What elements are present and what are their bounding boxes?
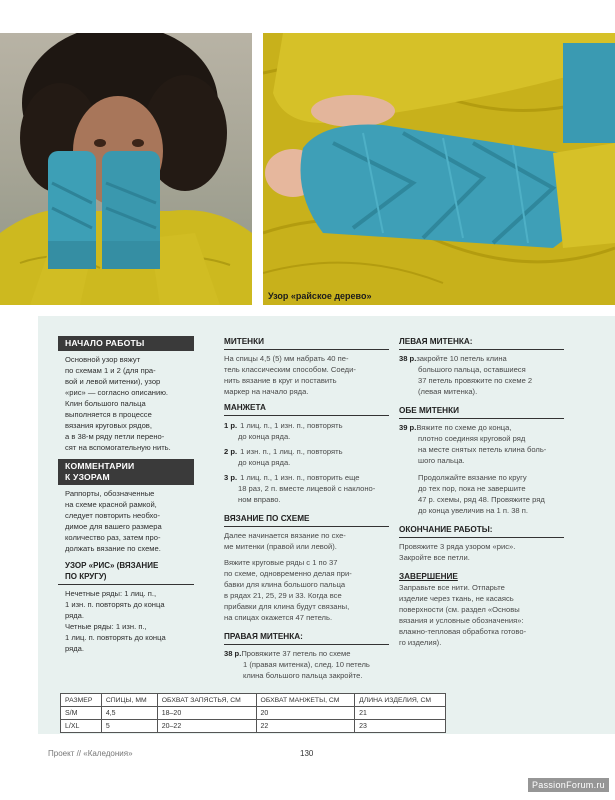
- text-line: плотно соединяя круговой ряд: [418, 434, 526, 443]
- text-line: следует повторить необхо-: [65, 511, 161, 520]
- text-line: Заправьте все нити. Отпарьте: [399, 583, 505, 592]
- table-cell: 5: [101, 720, 157, 733]
- text-line: до конца увеличив на 1 п. 38 п.: [418, 506, 528, 515]
- text-line: Четные ряды: 1 изн. п.,: [65, 622, 147, 631]
- row-label: 3 р.: [224, 473, 238, 482]
- finish-text: [399, 541, 564, 563]
- text-line: ном вправо.: [238, 495, 281, 504]
- text-line: клина большого пальца закройте.: [243, 671, 363, 680]
- text-line: шого пальца.: [418, 456, 465, 465]
- continue-text: [399, 472, 564, 516]
- completion-text: [399, 582, 564, 648]
- rice-heading: [58, 560, 194, 582]
- table-cell: 22: [256, 720, 355, 733]
- text-line: Провяжите 3 ряда узором «рис».: [399, 542, 516, 551]
- text-line: На спицы 4,5 (5) мм набрать 40 пе-: [224, 354, 349, 363]
- text-line: большого пальца, оставшиеся: [418, 365, 526, 374]
- text-line: сят на вспомогательную нить.: [65, 443, 171, 452]
- text-line: выполняется в процессе: [65, 410, 152, 419]
- row-label: 39 р.: [399, 423, 417, 432]
- text-line: димое для вашего размера: [65, 522, 162, 531]
- text-line: вязания круговых рядов,: [65, 421, 152, 430]
- text-line: 1 (правая митенка), след. 10 петель: [243, 660, 370, 669]
- text-line: 1 лиц. п., 1 изн. п., повторять: [240, 421, 343, 430]
- text-line: бавки для клина большого пальца: [224, 580, 346, 589]
- cuff-heading: МАНЖЕТА: [224, 403, 266, 412]
- text-line: на месте снятых петель клина боль-: [418, 445, 547, 454]
- text-line: вой и левой митенки), узор: [65, 377, 161, 386]
- table-cell: 21: [355, 707, 446, 720]
- left-mitt-heading: ЛЕВАЯ МИТЕНКА:: [399, 337, 473, 346]
- photo-woman-mitts: [0, 33, 252, 305]
- text-line: нить вязание в круг и поставить: [224, 376, 337, 385]
- row-label: 1 р.: [224, 421, 238, 430]
- watermark: PassionForum.ru: [528, 778, 609, 792]
- text-line: вязания и условные обозначения»:: [399, 616, 524, 625]
- right-mitt-heading: ПРАВАЯ МИТЕНКА:: [224, 632, 303, 641]
- row-label: 38 р.: [224, 649, 242, 658]
- text-line: по схеме, одновременно делая при-: [224, 569, 352, 578]
- pattern-text: [224, 530, 389, 623]
- rice-heading-line: ПО КРУГУ): [65, 572, 107, 581]
- table-cell: 20–22: [157, 720, 256, 733]
- text-line: на схеме красной рамкой,: [65, 500, 157, 509]
- text-line: Закройте все петли.: [399, 553, 470, 562]
- divider: [224, 644, 389, 645]
- comments-heading-line: КОММЕНТАРИИ: [65, 461, 135, 471]
- text-line: до конца ряда.: [238, 432, 291, 441]
- mitts-heading: МИТЕНКИ: [224, 337, 264, 346]
- photo-woman-illustration: [0, 33, 252, 305]
- photo-mitt-illustration: [263, 33, 615, 305]
- text-line: закройте 10 петель клина: [416, 354, 507, 363]
- divider: [399, 537, 564, 538]
- text-line: Вяжите круговые ряды с 1 по 37: [224, 558, 338, 567]
- text-line: до тех пор, пока не завершите: [418, 484, 526, 493]
- column-mitts: [224, 336, 389, 681]
- table-cell: 4,5: [101, 707, 157, 720]
- text-line: Основной узор вяжут: [65, 355, 141, 364]
- divider: [399, 418, 564, 419]
- text-line: на спицах окажется 47 петель.: [224, 613, 333, 622]
- table-cell: 20: [256, 707, 355, 720]
- text-line: го изделия).: [399, 638, 442, 647]
- text-line: «рис» — согласно описанию.: [65, 388, 169, 397]
- text-line: должать вязание по схеме.: [65, 544, 161, 553]
- text-line: Вяжите по схеме до конца,: [416, 423, 512, 432]
- start-text: [58, 354, 194, 453]
- comments-text: [58, 488, 194, 554]
- text-line: ряда.: [65, 644, 85, 653]
- text-line: 1 лиц. п., 1 изн. п., повторить еще: [240, 473, 360, 482]
- table-cell: 18–20: [157, 707, 256, 720]
- text-line: 1 изн. п., 1 лиц. п., повторять: [240, 447, 343, 456]
- column-start: [58, 336, 194, 654]
- text-line: прибавки для клина будут связаны,: [224, 602, 350, 611]
- table-row: [61, 720, 446, 733]
- photo-mitt-closeup: [263, 33, 615, 305]
- text-line: 37 петель провяжите по схеме 2: [418, 376, 533, 385]
- cuff-row-2: [224, 446, 389, 468]
- table-header: ОБХВАТ ЗАПЯСТЬЯ, СМ: [157, 694, 256, 707]
- footer-project-label: Проект // «Каледония»: [48, 749, 133, 758]
- column-left-mitt: [399, 336, 564, 648]
- text-line: Далее начинается вязание по схе-: [224, 531, 346, 540]
- text-line: Продолжайте вязание по кругу: [418, 473, 527, 482]
- finish-heading: ОКОНЧАНИЕ РАБОТЫ:: [399, 525, 493, 534]
- start-heading: НАЧАЛО РАБОТЫ: [58, 336, 194, 351]
- text-line: ме митенки (правой или левой).: [224, 542, 337, 551]
- text-line: количество раз, затем про-: [65, 533, 161, 542]
- text-line: поверхности (см. раздел «Основы: [399, 605, 520, 614]
- rice-text: [58, 588, 194, 654]
- text-line: Провяжите 37 петель по схеме: [241, 649, 351, 658]
- text-line: маркер на начало ряда.: [224, 387, 309, 396]
- text-line: ряда.: [65, 611, 85, 620]
- pattern-heading: ВЯЗАНИЕ ПО СХЕМЕ: [224, 514, 310, 523]
- completion-heading: ЗАВЕРШЕНИЕ: [399, 572, 458, 581]
- both-mitts-row-39: [399, 422, 564, 466]
- text-line: Нечетные ряды: 1 лиц. п.,: [65, 589, 157, 598]
- divider: [58, 584, 194, 585]
- rice-heading-line: УЗОР «РИС» (ВЯЗАНИЕ: [65, 561, 159, 570]
- table-header-row: [61, 694, 446, 707]
- divider: [399, 349, 564, 350]
- photo-caption: Узор «райское дерево»: [268, 291, 372, 301]
- divider: [224, 415, 389, 416]
- table-cell: 23: [355, 720, 446, 733]
- table-header: СПИЦЫ, ММ: [101, 694, 157, 707]
- cuff-row-3: [224, 472, 389, 505]
- text-line: тель классическим способом. Соеди-: [224, 365, 356, 374]
- text-line: по схемам 1 и 2 (для пра-: [65, 366, 156, 375]
- text-line: 1 лиц. п. повторять до конца: [65, 633, 166, 642]
- divider: [224, 526, 389, 527]
- table-header: РАЗМЕР: [61, 694, 102, 707]
- table-header: ДЛИНА ИЗДЕЛИЯ, СМ: [355, 694, 446, 707]
- text-line: 47 р. схемы, ряд 48. Провяжите ряд: [418, 495, 545, 504]
- cuff-row-1: [224, 420, 389, 442]
- right-mitt-row-38: [224, 648, 389, 681]
- text-line: влажно-тепловая обработка готово-: [399, 627, 527, 636]
- text-line: Раппорты, обозначенные: [65, 489, 155, 498]
- comments-heading: [58, 459, 194, 485]
- both-mitts-heading: ОБЕ МИТЕНКИ: [399, 406, 459, 415]
- text-line: 1 изн. п. повторять до конца: [65, 600, 165, 609]
- text-line: Клин большого пальца: [65, 399, 146, 408]
- text-line: изделие через ткань, не касаясь: [399, 594, 514, 603]
- row-label: 2 р.: [224, 447, 238, 456]
- page-number: 130: [300, 749, 314, 758]
- table-row: [61, 707, 446, 720]
- mitts-text: [224, 353, 389, 397]
- table-header: ОБХВАТ МАНЖЕТЫ, СМ: [256, 694, 355, 707]
- text-line: а в 38-м ряду петли перено-: [65, 432, 165, 441]
- comments-heading-line: К УЗОРАМ: [65, 472, 110, 482]
- table-cell: L/XL: [61, 720, 102, 733]
- divider: [224, 349, 389, 350]
- text-line: до конца ряда.: [238, 458, 291, 467]
- size-table: [60, 693, 446, 733]
- text-line: (левая митенка).: [418, 387, 478, 396]
- text-line: в рядах 21, 25, 29 и 33. Когда все: [224, 591, 342, 600]
- table-cell: S/M: [61, 707, 102, 720]
- row-label: 38 р.: [399, 354, 417, 363]
- text-line: 18 раз, 2 п. вместе лицевой с наклоно-: [238, 484, 376, 493]
- left-mitt-row-38: [399, 353, 564, 397]
